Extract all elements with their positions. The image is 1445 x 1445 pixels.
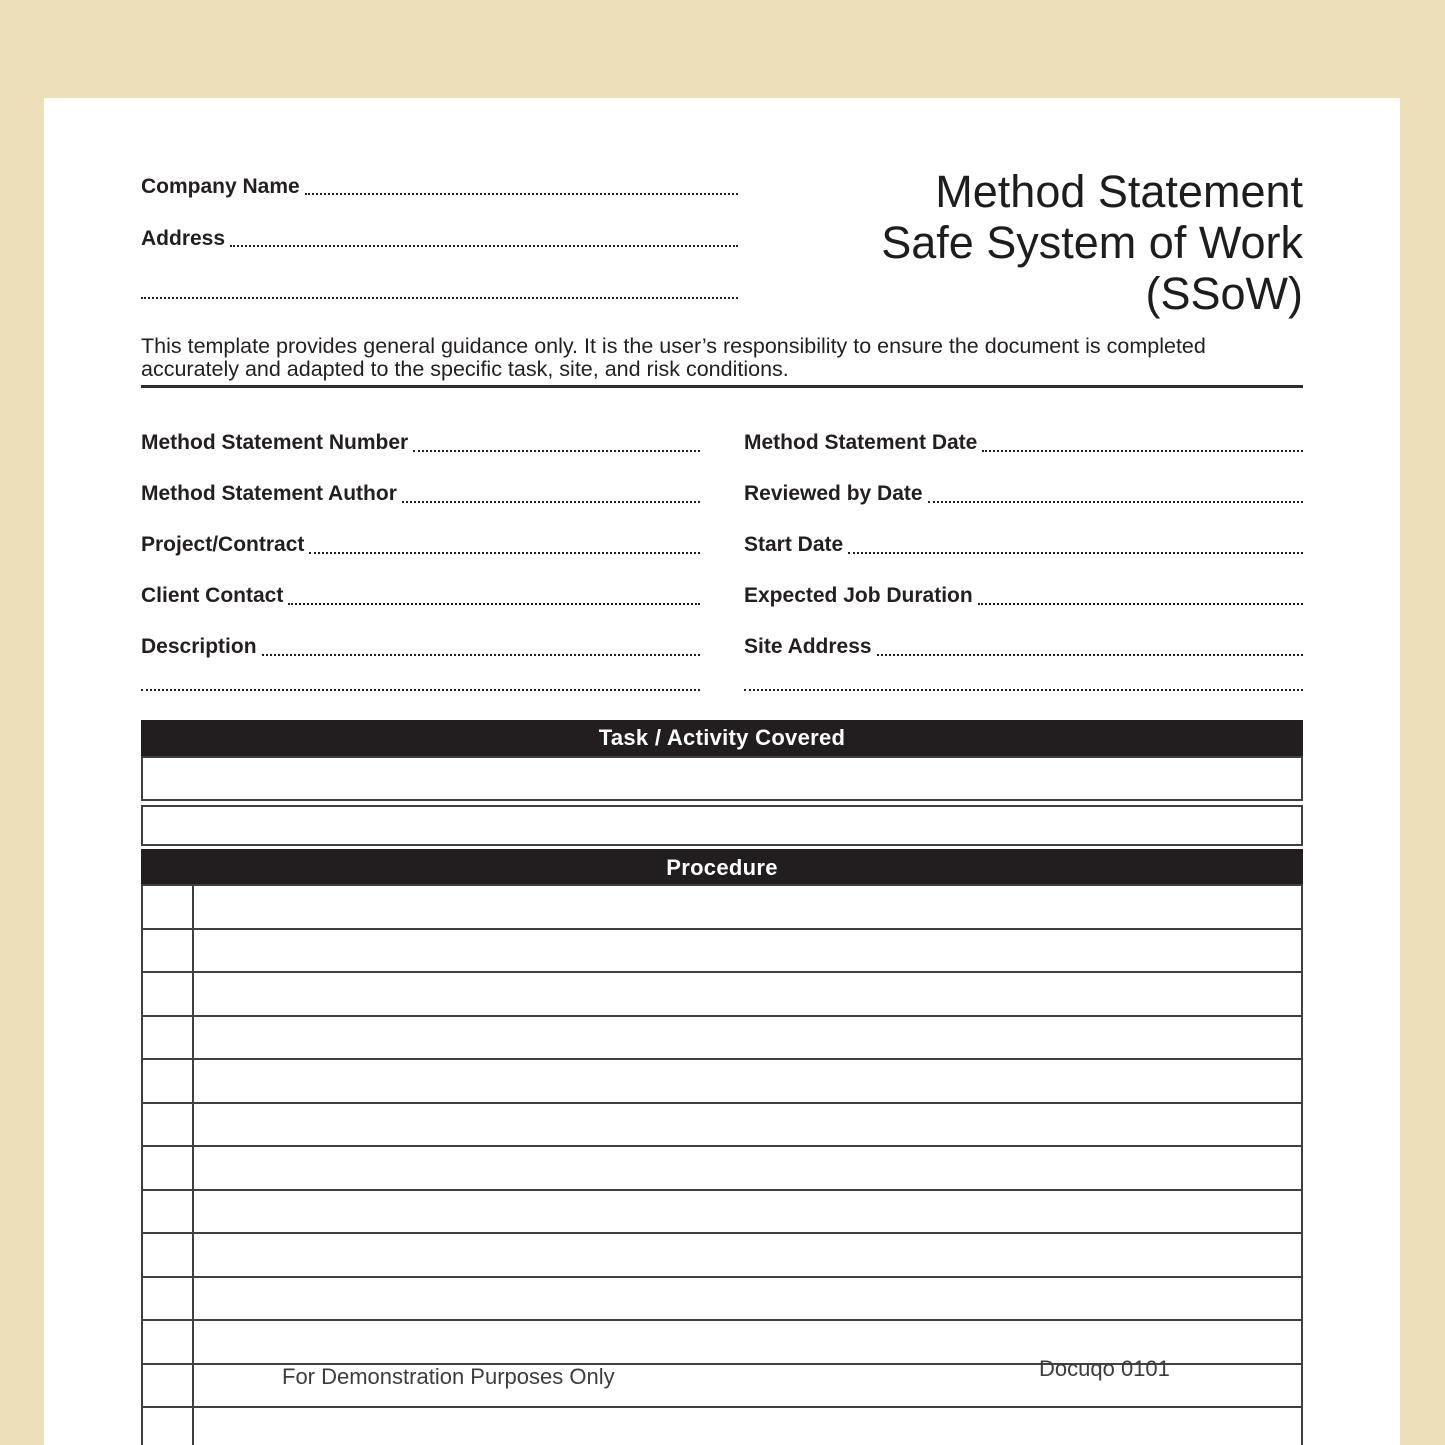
method-statement-author-label: Method Statement Author [141,482,397,505]
divider-rule [141,385,1303,388]
client-contact-label: Client Contact [141,584,284,607]
procedure-row-number-cell [143,1017,194,1059]
procedure-row-number-cell [143,1191,194,1233]
start-date-row [744,528,1303,558]
task-activity-section-header: Task / Activity Covered [141,720,1303,756]
address-row [141,222,738,252]
project-contract-fill-line [309,552,700,554]
expected-job-duration-label: Expected Job Duration [744,584,973,607]
expected-job-duration-row [744,579,1303,609]
start-date-fill-line [848,552,1303,554]
description-continuation-fill-line [141,689,700,691]
procedure-row-body-cell [194,1017,1301,1059]
task-activity-row [141,756,1303,801]
procedure-row [141,1145,1303,1191]
procedure-row-number-cell [143,1321,194,1363]
procedure-row-number-cell [143,1408,194,1445]
description-row [141,630,700,660]
company-details-block [141,170,738,326]
procedure-row-number-cell [143,930,194,972]
procedure-row-body-cell [194,1408,1301,1445]
site-address-fill-line [877,654,1303,656]
procedure-row [141,928,1303,974]
procedure-row [141,884,1303,930]
procedure-row [141,1276,1303,1322]
procedure-row [141,1189,1303,1235]
procedure-row [141,1015,1303,1061]
method-statement-author-row [141,477,700,507]
page-content [44,98,1400,1445]
project-contract-row [141,528,700,558]
method-statement-author-fill-line [402,501,700,503]
procedure-row-body-cell [194,1234,1301,1276]
company-name-row [141,170,738,200]
procedure-row [141,1232,1303,1278]
disclaimer-text: This template provides general guidance only. It is the user’s responsibility to ensure the document is completed accurately and adapted to the specific task, site, and risk conditions. [141,334,1206,381]
client-contact-fill-line [288,603,700,605]
method-statement-number-row [141,426,700,456]
procedure-row [141,971,1303,1017]
description-continuation-row [141,681,700,695]
site-address-label: Site Address [744,635,872,658]
method-statement-date-row [744,426,1303,456]
title-line-1: Method Statement [935,166,1303,217]
task-procedure-table [141,720,1303,1445]
task-activity-rows [141,756,1303,846]
method-statement-number-fill-line [413,450,700,452]
procedure-row-body-cell [194,930,1301,972]
procedure-row-body-cell [194,1191,1301,1233]
details-form [141,426,1303,695]
project-contract-label: Project/Contract [141,533,305,556]
reviewed-by-date-fill-line [928,501,1303,503]
task-activity-row [141,805,1303,846]
demo-watermark: For Demonstration Purposes Only [282,1364,615,1389]
description-label: Description [141,635,257,658]
procedure-row-body-cell [194,886,1301,928]
address-continuation-row [141,274,738,304]
procedure-row-number-cell [143,973,194,1015]
procedure-row [141,1058,1303,1104]
address-continuation-fill-line [141,297,738,299]
document-page [44,98,1400,1445]
site-address-continuation-fill-line [744,689,1303,691]
doc-code-watermark: Docuqo 0101 [1039,1356,1170,1381]
document-header [141,166,1303,326]
procedure-row-number-cell [143,1278,194,1320]
method-statement-number-label: Method Statement Number [141,431,409,454]
procedure-row-number-cell [143,1234,194,1276]
reviewed-by-date-row [744,477,1303,507]
procedure-row-number-cell [143,1147,194,1189]
procedure-row-body-cell [194,1278,1301,1320]
site-address-row [744,630,1303,660]
company-name-fill-line [305,193,738,195]
start-date-label: Start Date [744,533,844,556]
procedure-row-number-cell [143,1104,194,1146]
site-address-continuation-row [744,681,1303,695]
company-name-label: Company Name [141,175,300,198]
details-column-left [141,426,700,695]
procedure-row-number-cell [143,1060,194,1102]
procedure-section-header: Procedure [141,849,1303,886]
procedure-row-number-cell [143,886,194,928]
expected-job-duration-fill-line [978,603,1303,605]
procedure-row [141,1102,1303,1148]
procedure-row-body-cell [194,1147,1301,1189]
reviewed-by-date-label: Reviewed by Date [744,482,923,505]
client-contact-row [141,579,700,609]
description-fill-line [262,654,700,656]
procedure-row-body-cell [194,973,1301,1015]
address-label: Address [141,227,226,250]
address-fill-line [230,245,738,247]
method-statement-date-fill-line [982,450,1303,452]
details-column-right [744,426,1303,695]
method-statement-date-label: Method Statement Date [744,431,978,454]
procedure-row-number-cell [143,1365,194,1407]
procedure-row-body-cell [194,1104,1301,1146]
title-line-2: Safe System of Work (SSoW) [881,217,1303,319]
document-title [738,166,1303,326]
procedure-row [141,1406,1303,1445]
procedure-row-body-cell [194,1060,1301,1102]
